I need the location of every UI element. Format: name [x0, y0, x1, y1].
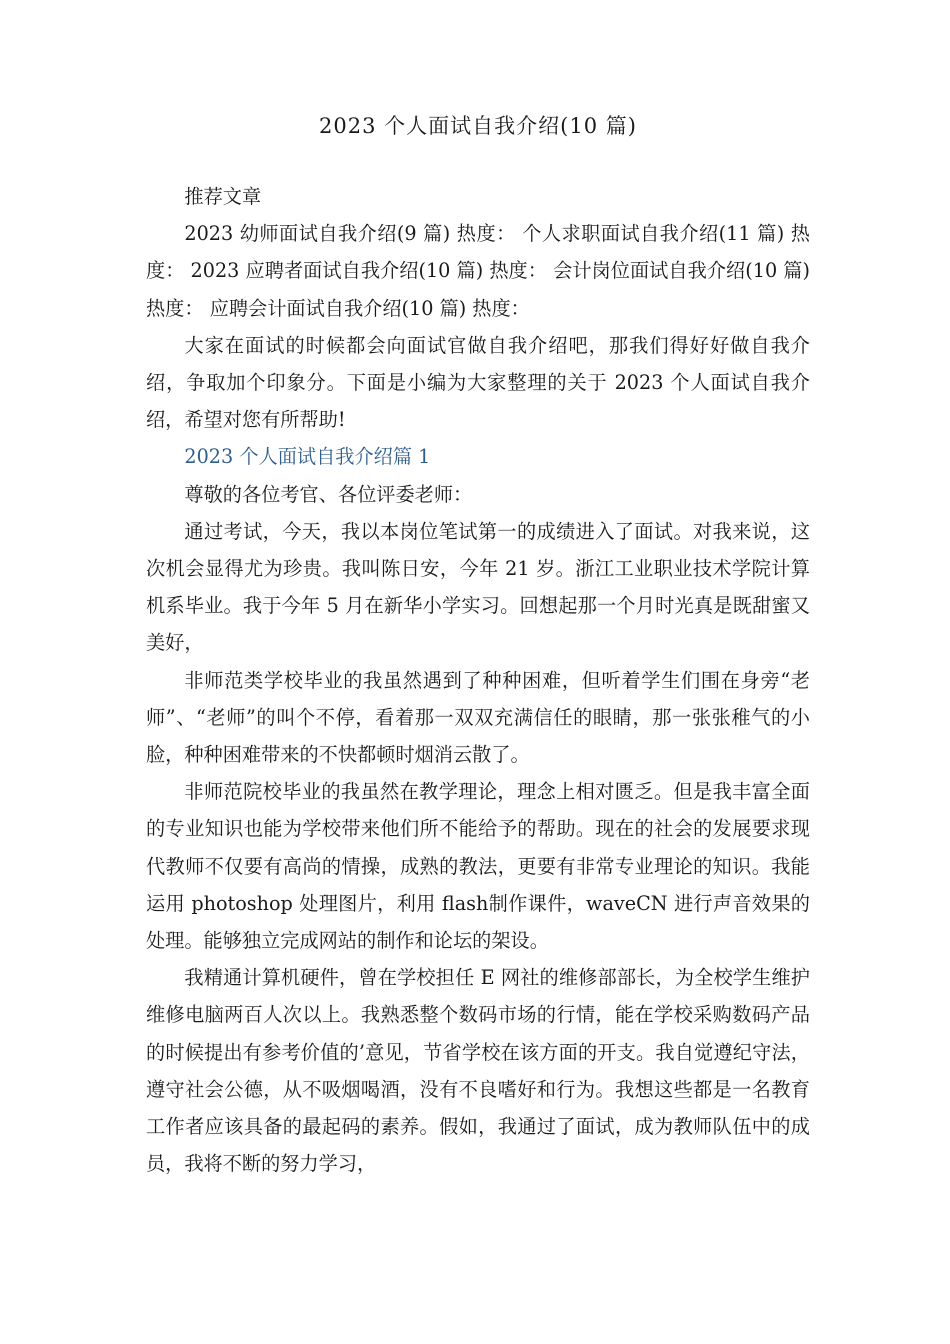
document-title: 2023 个人面试自我介绍(10 篇) [319, 114, 637, 138]
body-paragraph-1: 通过考试，今天，我以本岗位笔试第一的成绩进入了面试。对我来说，这次机会显得尤为珍贵。我叫陈日安，今年 21 岁。浙江工业职业技术学院计算机系毕业。我于今年 5 月在新华小学实习。回想起那一个月时光真是既甜蜜又美好， [146, 519, 810, 655]
body-paragraph-4: 我精通计算机硬件，曾在学校担任 E 网社的维修部部长，为全校学生维护维修电脑两百人次以上。我熟悉整个数码市场的行情，能在学校采购数码产品的时候提出有参考价值的’意见，节省学校在该方面的开支。我自觉遵纪守法，遵守社会公德，从不吸烟喝酒，没有不良嗜好和行为。我想这些都是一名教育工作者应该具备的最起码的素养。假如，我通过了面试，成为教师队伍中的成员，我将不断的努力学习， [146, 966, 810, 1176]
greeting-paragraph: 尊敬的各位考官、各位评委老师： [184, 482, 473, 506]
body-paragraph-3: 非师范院校毕业的我虽然在教学理论，理念上相对匮乏。但是我丰富全面的专业知识也能为学校带来他们所不能给予的帮助。现在的社会的发展要求现代教师不仅要有高尚的情操，成熟的教法，更要有非常专业理论的知识。我能运用 photoshop 处理图片，利用 flash制作课件，waveCN 进行声音效果的处理。能够独立完成网站的制作和论坛的架设。 [146, 780, 810, 953]
document-page [146, 108, 810, 1182]
intro-paragraph: 大家在面试的时候都会向面试官做自我介绍吧，那我们得好好做自我介绍，争取加个印象分。下面是小编为大家整理的关于 2023 个人面试自我介绍，希望对您有所帮助! [146, 333, 810, 432]
body-paragraph-2: 非师范类学校毕业的我虽然遇到了种种困难，但听着学生们围在身旁“老师”、“老师”的叫个不停，看着那一双双充满信任的眼睛，那一张张稚气的小脸，种种困难带来的不快都顿时烟消云散了。 [146, 668, 810, 767]
recommend-label: 推荐文章 [184, 185, 262, 208]
recommend-list: 2023 幼师面试自我介绍(9 篇) 热度： 个人求职面试自我介绍(11 篇) 热度： 2023 应聘者面试自我介绍(10 篇) 热度： 会计岗位面试自我介绍(10 篇) 热度： 应聘会计面试自我介绍(10 篇) 热度： [146, 222, 810, 320]
section-heading: 2023 个人面试自我介绍篇 1 [184, 445, 431, 469]
